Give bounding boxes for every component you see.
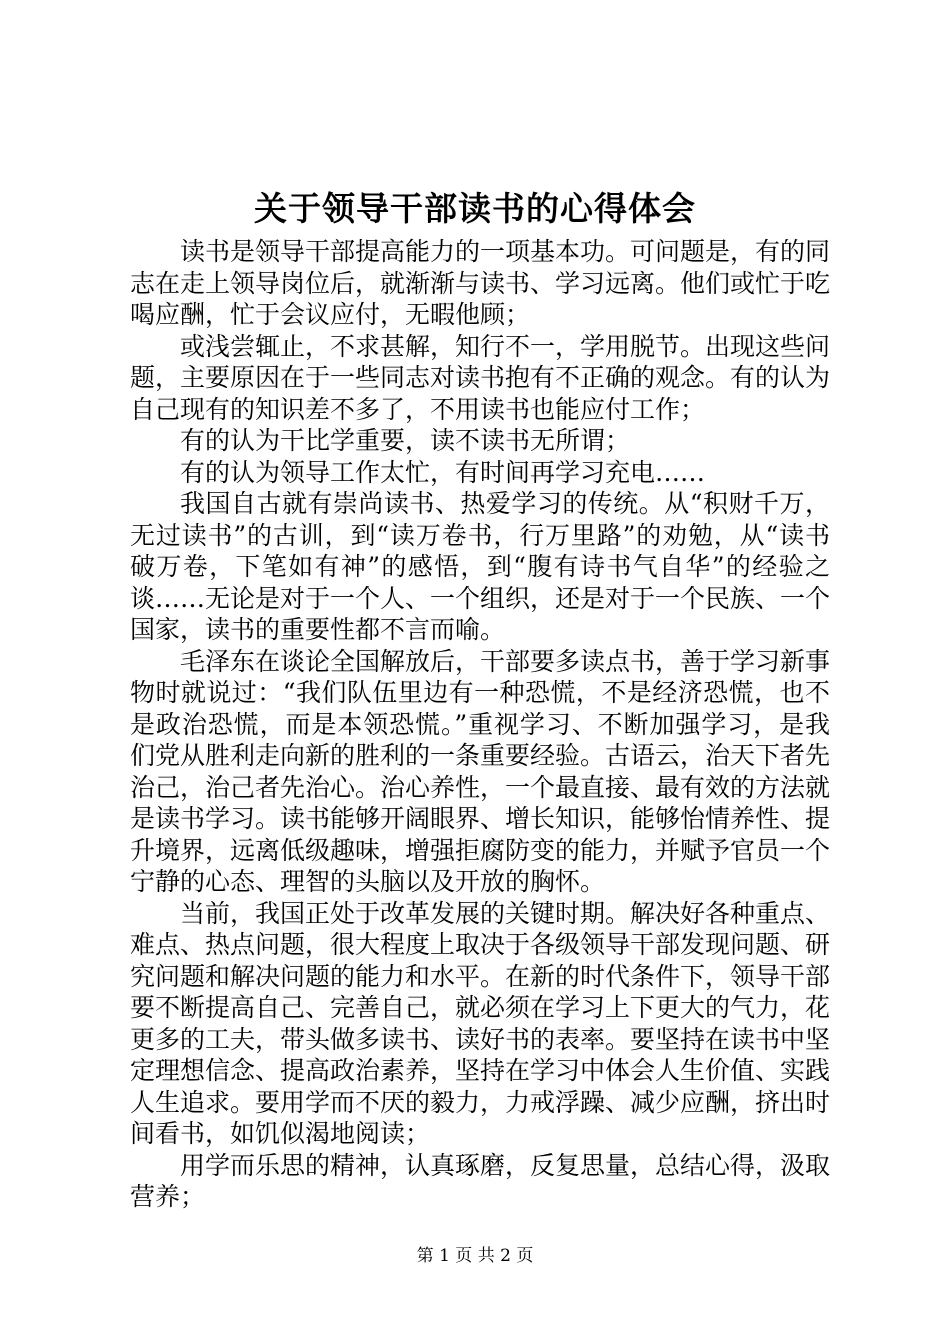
paragraph: 我国自古就有崇尚读书、热爱学习的传统。从“积财千万，无过读书”的古训，到“读万卷书，行万里路”的劝勉，从“读书破万卷，下笔如有神”的感悟，到“腹有诗书气自华”的经验之谈……无论是对于一个人、一个组织，还是对于一个民族、一个国家，读书的重要性都不言而喻。 <box>130 489 831 644</box>
paragraph: 当前，我国正处于改革发展的关键时期。解决好各种重点、难点、热点问题，很大程度上取决于各级领导干部发现问题、研究问题和解决问题的能力和水平。在新的时代条件下，领导干部要不断提高自己、完善自己，就必须在学习上下更大的气力，花更多的工夫，带头做多读书、读好书的表率。要坚持在读书中坚定理想信念、提高政治素养，坚持在学习中体会人生价值、实践人生追求。要用学而不厌的毅力，力戒浮躁、减少应酬，挤出时间看书，如饥似渴地阅读； <box>130 898 831 1148</box>
document-title: 关于领导干部读书的心得体会 <box>254 189 696 228</box>
page-number-footer: 第 1 页 共 2 页 <box>416 1246 534 1266</box>
paragraph: 毛泽东在谈论全国解放后，干部要多读点书，善于学习新事物时就说过：“我们队伍里边有一种恐慌，不是经济恐慌，也不是政治恐慌，而是本领恐慌。”重视学习、不断加强学习，是我们党从胜利走向新的胜利的一条重要经验。古语云，治天下者先治己，治己者先治心。治心养性，一个最直接、最有效的方法就是读书学习。读书能够开阔眼界、增长知识，能够怡情养性、提升境界，远离低级趣味，增强拒腐防变的能力，并赋予官员一个宁静的心态、理智的头脑以及开放的胸怀。 <box>130 646 831 896</box>
paragraph: 用学而乐思的精神，认真琢磨，反复思量，总结心得，汲取营养； <box>130 1150 831 1211</box>
paragraph: 读书是领导干部提高能力的一项基本功。可问题是，有的同志在走上领导岗位后，就渐渐与读书、学习远离。他们或忙于吃喝应酬，忙于会议应付，无暇他顾； <box>130 237 831 329</box>
document-body <box>130 236 830 1213</box>
paragraph: 或浅尝辄止，不求甚解，知行不一，学用脱节。出现这些问题，主要原因在于一些同志对读书抱有不正确的观念。有的认为自己现有的知识差不多了，不用读书也能应付工作； <box>130 331 831 424</box>
paragraph: 有的认为领导工作太忙，有时间再学习充电…… <box>180 457 706 487</box>
paragraph: 有的认为干比学重要，读不读书无所谓； <box>180 426 631 455</box>
